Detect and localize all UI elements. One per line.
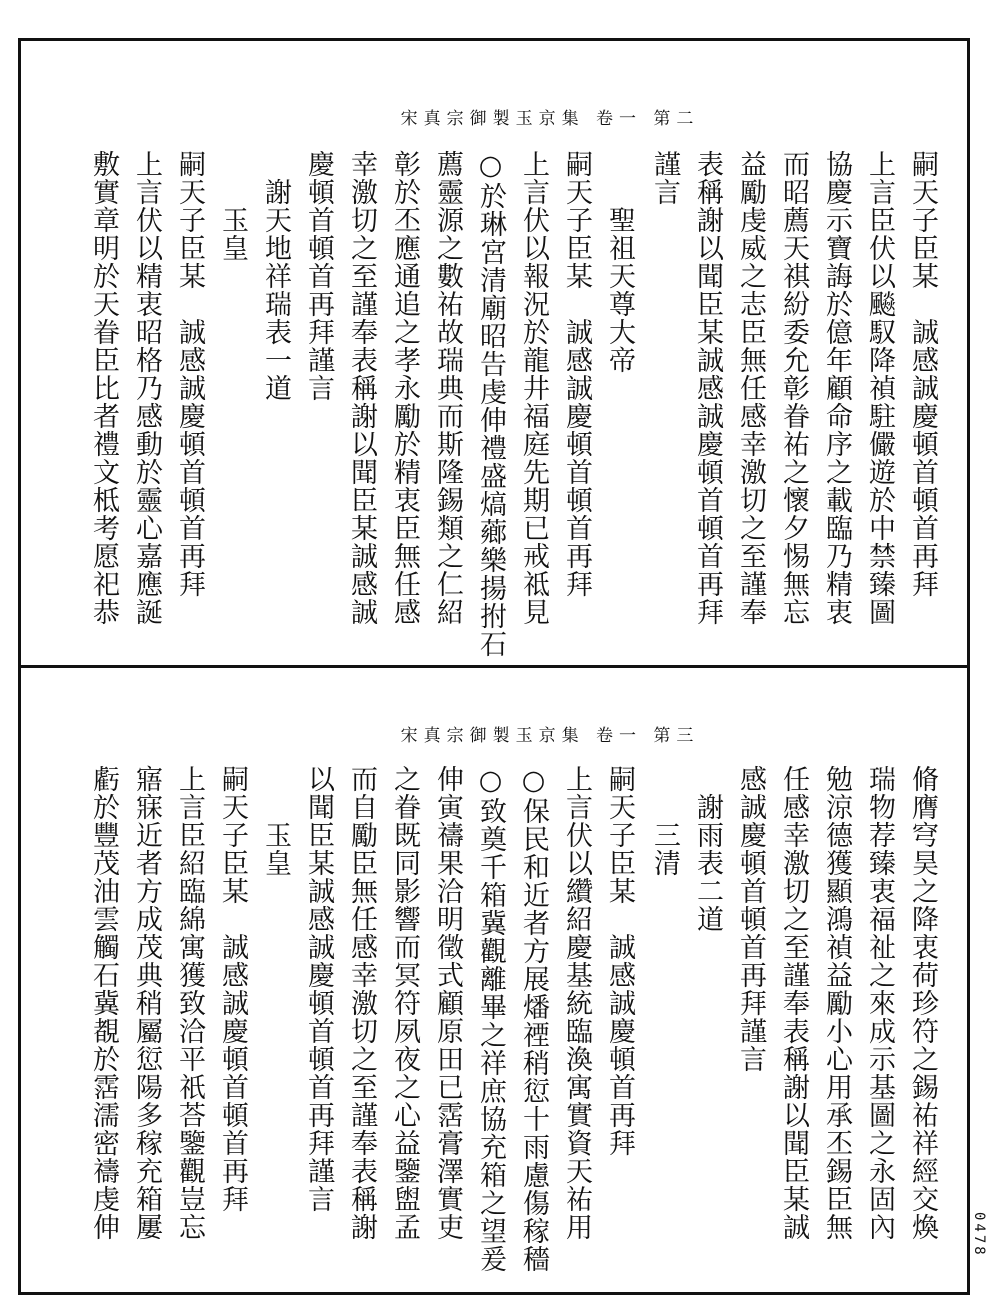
bottom-column-19: 寤寐近者方成茂典稍屬愆陽多稼充箱屢 [131,765,162,1241]
bottom-column-3: 勉涼德獲顯鴻禎益勵小心用承丕錫臣無 [821,765,852,1241]
top-column-16: 謝天地祥瑞表一道 [260,150,291,402]
bottom-column-20: 虧於豐茂油雲觸石冀覩於霑濡密禱虔伸 [88,765,119,1241]
bottom-column-6: 謝雨表二道 [692,765,723,933]
top-column-14: 幸激切之至謹奉表稱謝以聞臣某誠感誠 [346,150,377,626]
top-column-15: 慶頓首頓首再拜謹言 [303,150,334,402]
bottom-column-5: 感誠慶頓首頓首再拜謹言 [735,765,766,1073]
bottom-column-13: 之眷既同影響而冥符夙夜之心益鑒盥孟 [389,765,420,1241]
bottom-column-9: 上言伏以纘紹慶基統臨渙寓實資天祐用 [561,765,592,1241]
bottom-column-10: ○保民和近者方展燔禋稍愆十雨慮傷稼穡 [518,765,549,1273]
top-column-1: 嗣天子臣某 誠感誠慶頓首頓首再拜 [907,150,938,598]
top-page-header: 宋真宗御製玉京集 卷一 第二 [400,109,700,129]
bottom-column-17: 嗣天子臣某 誠感誠慶頓首頓首再拜 [217,765,248,1213]
top-column-9: 嗣天子臣某 誠感誠慶頓首頓首再拜 [561,150,592,598]
bottom-column-2: 瑞物荐臻衷福祉之來成示基圖之永固內 [864,765,895,1241]
top-column-12: 薦靈源之數祐故瑞典而斯隆錫類之仁紹 [432,150,463,626]
top-column-18: 嗣天子臣某 誠感誠慶頓首頓首再拜 [174,150,205,598]
top-column-2: 上言臣伏以飈馭降禎駐儼遊於中禁臻圖 [864,150,895,626]
bottom-page-header: 宋真宗御製玉京集 卷一 第三 [400,726,700,746]
top-column-8: 聖祖天尊大帝 [604,150,635,374]
top-column-5: 益勵虔威之志臣無任感幸激切之至謹奉 [735,150,766,626]
bottom-column-7: 三清 [649,765,680,877]
page-number: 0478 [971,1212,987,1258]
bottom-column-18: 上言臣紹臨綿寓獲致洽平祇荅鑒觀豈忘 [174,765,205,1241]
bottom-column-8: 嗣天子臣某 誠感誠慶頓首再拜 [604,765,635,1157]
top-column-17: 玉皇 [217,150,248,262]
top-column-7: 謹言 [649,150,680,206]
top-column-19: 上言伏以精衷昭格乃感動於靈心嘉應誕 [131,150,162,626]
top-column-20: 敷實章明於天眷臣比者禮文柢考愿祀恭 [88,150,119,626]
top-column-11: ○於琳宮清廟昭告虔伸禮盛熇薌樂揚拊石 [475,150,506,658]
top-column-13: 彰於丕應通追之孝永勵於精衷臣無任感 [389,150,420,626]
bottom-column-1: 脩膺穹昊之降衷荷珍符之錫祐祥經交煥 [907,765,938,1241]
top-column-3: 協慶示寶誨於億年顧命序之載臨乃精衷 [821,150,852,626]
bottom-column-16: 玉皇 [260,765,291,877]
bottom-column-14: 而自勵臣無任感幸激切之至謹奉表稱謝 [346,765,377,1241]
bottom-column-4: 任感幸激切之至謹奉表稱謝以聞臣某誠 [778,765,809,1241]
top-column-6: 表稱謝以聞臣某誠感誠慶頓首頓首再拜 [692,150,723,626]
top-column-4: 而昭薦天祺紛委允彰眷祐之懷夕惕無忘 [778,150,809,626]
bottom-column-11: ○致奠千箱冀觀離畢之祥庶協充箱之望爰 [475,765,506,1273]
page-divider [18,665,970,668]
top-column-10: 上言伏以報況於龍井福庭先期已戒祗見 [518,150,549,626]
bottom-column-12: 伸寅禱果洽明徵式顧原田已霑膏澤實吏 [432,765,463,1241]
bottom-column-15: 以聞臣某誠感誠慶頓首頓首再拜謹言 [303,765,334,1213]
